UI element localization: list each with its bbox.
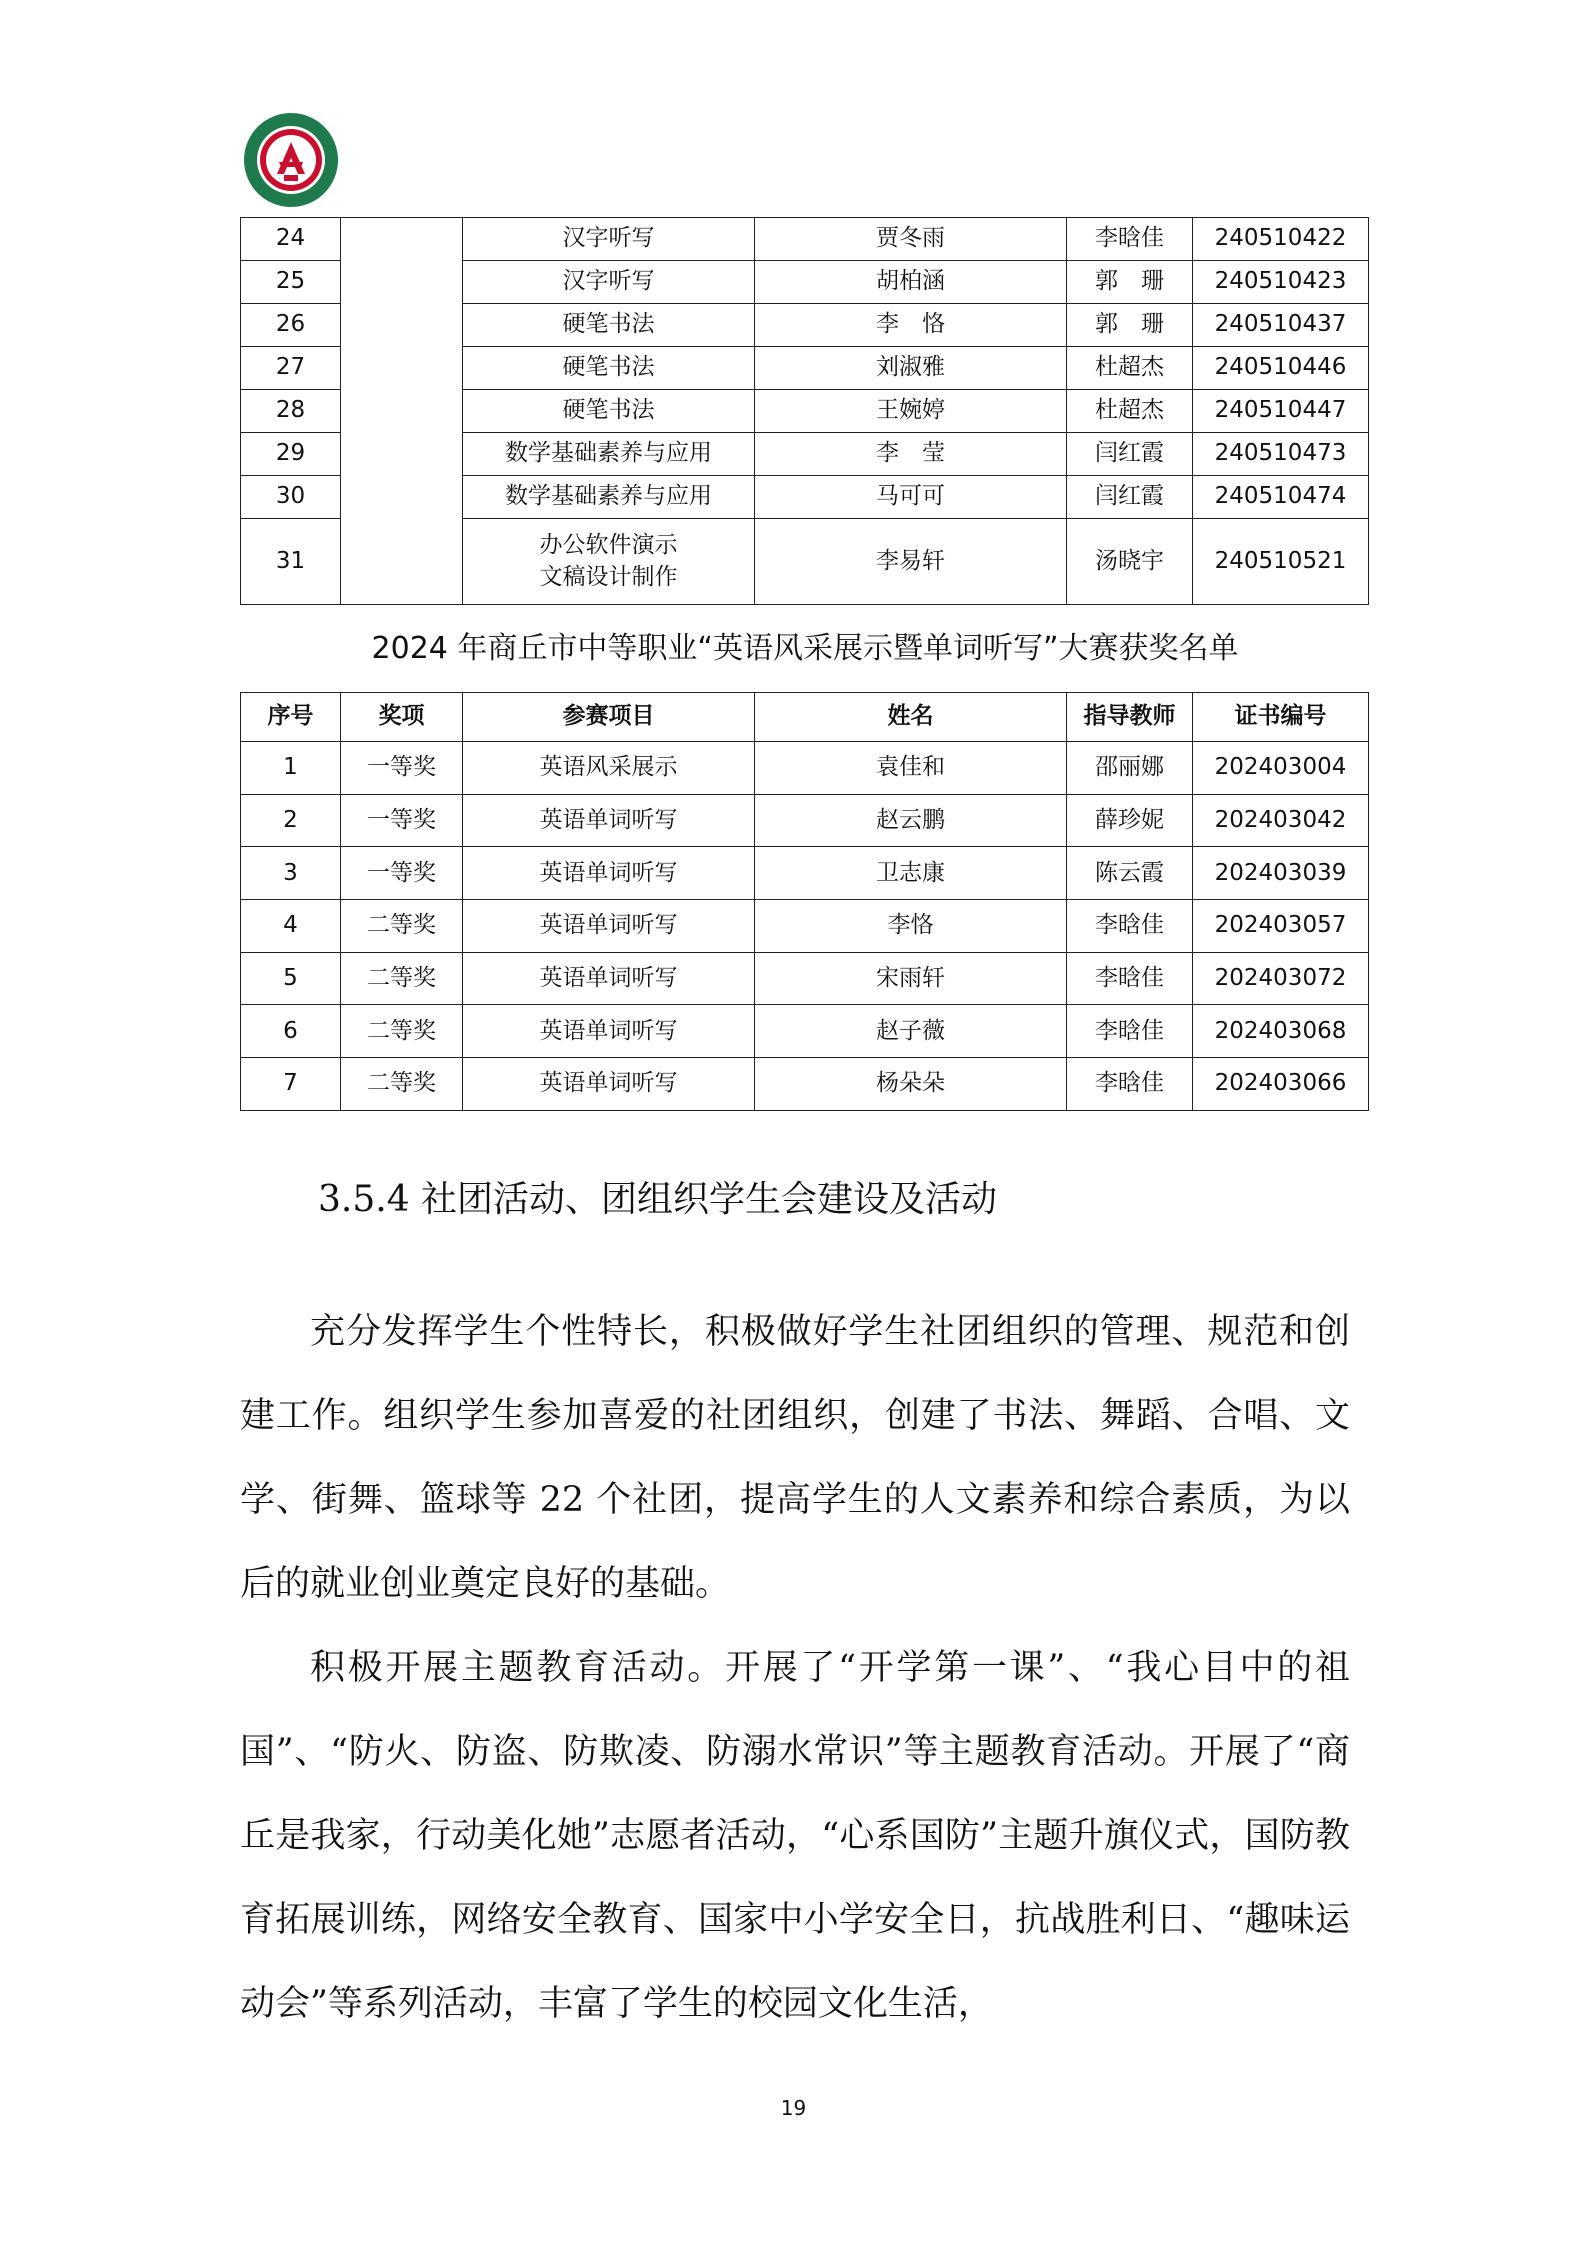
cell-name: 李恪 bbox=[755, 900, 1067, 953]
cell-project: 数学基础素养与应用 bbox=[463, 476, 755, 519]
cell-name: 卫志康 bbox=[755, 847, 1067, 900]
cell-project: 英语单词听写 bbox=[463, 794, 755, 847]
table-row bbox=[241, 742, 1369, 795]
cell-project: 汉字听写 bbox=[463, 261, 755, 304]
table-row bbox=[241, 952, 1369, 1005]
header-teacher: 指导教师 bbox=[1067, 693, 1193, 742]
cell-project-line: 文稿设计制作 bbox=[539, 563, 678, 590]
cell-cert: 240510521 bbox=[1193, 519, 1369, 605]
table-header-row bbox=[241, 693, 1369, 742]
cell-project bbox=[463, 519, 755, 605]
cell-cert: 240510423 bbox=[1193, 261, 1369, 304]
cell-cert: 202403072 bbox=[1193, 952, 1369, 1005]
cell-teacher: 郭 珊 bbox=[1067, 304, 1193, 347]
cell-teacher: 闫红霞 bbox=[1067, 476, 1193, 519]
table-row bbox=[241, 1005, 1369, 1058]
table-row bbox=[241, 847, 1369, 900]
page-number: 19 bbox=[780, 2096, 807, 2120]
header-no: 序号 bbox=[241, 693, 341, 742]
cell-teacher: 闫红霞 bbox=[1067, 433, 1193, 476]
cell-name: 李 恪 bbox=[755, 304, 1067, 347]
cell-name: 杨朵朵 bbox=[755, 1058, 1067, 1111]
table-row bbox=[241, 1058, 1369, 1111]
cell-cert: 202403068 bbox=[1193, 1005, 1369, 1058]
cell-award: 一等奖 bbox=[341, 742, 463, 795]
cell-teacher: 杜超杰 bbox=[1067, 347, 1193, 390]
cell-award: 一等奖 bbox=[341, 847, 463, 900]
cell-name: 李易轩 bbox=[755, 519, 1067, 605]
cell-project: 英语单词听写 bbox=[463, 952, 755, 1005]
cell-project: 硬笔书法 bbox=[463, 390, 755, 433]
paragraph: 充分发挥学生个性特长，积极做好学生社团组织的管理、规范和创建工作。组织学生参加喜爱的社团组织，创建了书法、舞蹈、合唱、文学、街舞、篮球等 22 个社团，提高学生的人文素养和综合素质，为以后的就业创业奠定良好的基础。 bbox=[240, 1312, 1350, 1604]
cell-project: 英语单词听写 bbox=[463, 900, 755, 953]
cell-name: 宋雨轩 bbox=[755, 952, 1067, 1005]
cell-name: 贾冬雨 bbox=[755, 218, 1067, 261]
cell-no: 28 bbox=[241, 390, 341, 433]
cell-no: 25 bbox=[241, 261, 341, 304]
cell-teacher: 李晗佳 bbox=[1067, 952, 1193, 1005]
cell-award: 二等奖 bbox=[341, 1005, 463, 1058]
cell-cert: 240510447 bbox=[1193, 390, 1369, 433]
cell-project: 硬笔书法 bbox=[463, 304, 755, 347]
cell-award: 一等奖 bbox=[341, 794, 463, 847]
cell-cert: 202403057 bbox=[1193, 900, 1369, 953]
cell-name: 赵子薇 bbox=[755, 1005, 1067, 1058]
cell-project: 数学基础素养与应用 bbox=[463, 433, 755, 476]
cell-teacher: 邵丽娜 bbox=[1067, 742, 1193, 795]
cell-no: 27 bbox=[241, 347, 341, 390]
cell-project: 英语风采展示 bbox=[463, 742, 755, 795]
cell-teacher: 汤晓宇 bbox=[1067, 519, 1193, 605]
cell-award-merged bbox=[341, 218, 463, 605]
header-award: 奖项 bbox=[341, 693, 463, 742]
paragraph: 积极开展主题教育活动。开展了“开学第一课”、“我心目中的祖国”、“防火、防盗、防欺凌、防溺水常识”等主题教育活动。开展了“商丘是我家，行动美化她”志愿者活动，“心系国防”主题升旗仪式，国防教育拓展训练，网络安全教育、国家中小学安全日，抗战胜利日、“趣味运动会”等系列活动，丰富了学生的校园文化生活， bbox=[240, 1648, 1350, 2024]
cell-no: 3 bbox=[241, 847, 341, 900]
cell-cert: 240510474 bbox=[1193, 476, 1369, 519]
cell-name: 王婉婷 bbox=[755, 390, 1067, 433]
cell-cert: 240510422 bbox=[1193, 218, 1369, 261]
cell-award: 二等奖 bbox=[341, 952, 463, 1005]
cell-name: 胡柏涵 bbox=[755, 261, 1067, 304]
table-title: 2024 年商丘市中等职业“英语风采展示暨单词听写”大赛获奖名单 bbox=[371, 631, 1239, 666]
cell-teacher: 李晗佳 bbox=[1067, 900, 1193, 953]
cell-cert: 202403042 bbox=[1193, 794, 1369, 847]
cell-project: 英语单词听写 bbox=[463, 1058, 755, 1111]
cell-cert: 202403066 bbox=[1193, 1058, 1369, 1111]
cell-project: 汉字听写 bbox=[463, 218, 755, 261]
cell-teacher: 郭 珊 bbox=[1067, 261, 1193, 304]
cell-cert: 240510437 bbox=[1193, 304, 1369, 347]
cell-cert: 202403039 bbox=[1193, 847, 1369, 900]
cell-no: 5 bbox=[241, 952, 341, 1005]
cell-name: 马可可 bbox=[755, 476, 1067, 519]
cell-teacher: 李晗佳 bbox=[1067, 1058, 1193, 1111]
award-table-continued bbox=[240, 217, 1369, 605]
section-heading: 3.5.4 社团活动、团组织学生会建设及活动 bbox=[318, 1179, 998, 1220]
cell-name: 李 莹 bbox=[755, 433, 1067, 476]
cell-no: 1 bbox=[241, 742, 341, 795]
cell-no: 29 bbox=[241, 433, 341, 476]
english-contest-award-table bbox=[240, 692, 1369, 1111]
cell-no: 6 bbox=[241, 1005, 341, 1058]
cell-teacher: 李晗佳 bbox=[1067, 1005, 1193, 1058]
cell-no: 30 bbox=[241, 476, 341, 519]
cell-no: 7 bbox=[241, 1058, 341, 1111]
cell-project: 硬笔书法 bbox=[463, 347, 755, 390]
cell-no: 31 bbox=[241, 519, 341, 605]
cell-teacher: 李晗佳 bbox=[1067, 218, 1193, 261]
cell-cert: 240510446 bbox=[1193, 347, 1369, 390]
cell-teacher: 杜超杰 bbox=[1067, 390, 1193, 433]
table-row bbox=[241, 900, 1369, 953]
header-cert: 证书编号 bbox=[1193, 693, 1369, 742]
cell-teacher: 薛珍妮 bbox=[1067, 794, 1193, 847]
cell-cert: 240510473 bbox=[1193, 433, 1369, 476]
cell-name: 袁佳和 bbox=[755, 742, 1067, 795]
cell-no: 24 bbox=[241, 218, 341, 261]
cell-award: 二等奖 bbox=[341, 900, 463, 953]
section-body bbox=[240, 1290, 1350, 2046]
table-row bbox=[241, 218, 1369, 261]
table-row bbox=[241, 794, 1369, 847]
cell-no: 4 bbox=[241, 900, 341, 953]
cell-name: 赵云鹏 bbox=[755, 794, 1067, 847]
header-name: 姓名 bbox=[755, 693, 1067, 742]
cell-award: 二等奖 bbox=[341, 1058, 463, 1111]
school-seal-logo bbox=[243, 112, 339, 208]
cell-project: 英语单词听写 bbox=[463, 847, 755, 900]
cell-teacher: 陈云霞 bbox=[1067, 847, 1193, 900]
cell-project: 英语单词听写 bbox=[463, 1005, 755, 1058]
cell-project-line: 办公软件演示 bbox=[539, 532, 678, 559]
header-project: 参赛项目 bbox=[463, 693, 755, 742]
cell-cert: 202403004 bbox=[1193, 742, 1369, 795]
cell-name: 刘淑雅 bbox=[755, 347, 1067, 390]
cell-no: 26 bbox=[241, 304, 341, 347]
cell-no: 2 bbox=[241, 794, 341, 847]
